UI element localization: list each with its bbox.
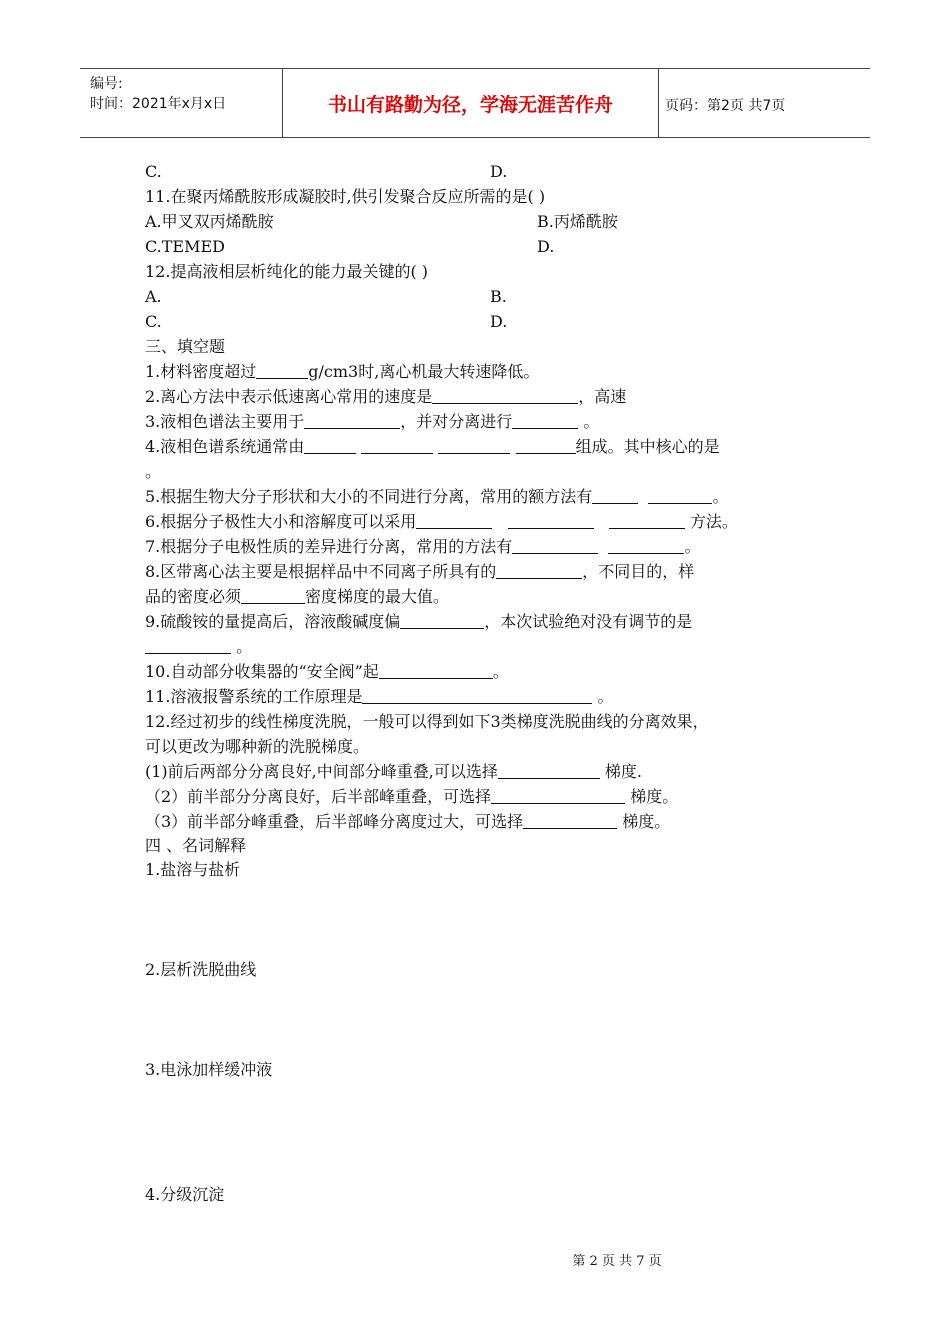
page-footer — [0, 1250, 950, 1269]
blank[interactable] — [379, 662, 493, 679]
fill-8: 8.区带离心法主要是根据样品中不同离子所具有的 ，不同目的，样 — [145, 562, 695, 581]
code-label: 编号: — [90, 76, 123, 92]
fill-2: 2.离心方法中表示低速离心常用的速度是 ，高速 — [145, 387, 627, 406]
blank[interactable] — [496, 562, 582, 579]
term-1: 1.盐溶与盐析 — [145, 860, 241, 879]
time-label: 时间：2021年x月x日 — [90, 96, 227, 112]
blank[interactable] — [508, 512, 594, 529]
question-11: 11.在聚丙烯酰胺形成凝胶时,供引发聚合反应所需的是( ) — [145, 187, 546, 206]
blank[interactable] — [304, 437, 356, 454]
fill-12-1: (1)前后两部分分离良好,中间部分峰重叠,可以选择 梯度. — [145, 762, 643, 781]
fill-10: 10.自动部分收集器的“安全阀”起 。 — [145, 662, 509, 681]
option-line: A. B. — [145, 287, 507, 306]
fill-3: 3.液相色谱法主要用于 ，并对分离进行 。 — [145, 412, 600, 431]
blank[interactable] — [304, 412, 400, 429]
page-header — [80, 68, 870, 138]
header-motto: 书山有路勤为径，学海无涯苦作舟 — [283, 69, 659, 137]
fill-11: 11.溶液报警系统的工作原理是 。 — [145, 687, 614, 706]
section-title-4: 四 、名词解释 — [145, 836, 247, 855]
question-12: 12.提高液相层析纯化的能力最关键的( ) — [145, 262, 429, 281]
fill-1: 1.材料密度超过 g/cm3时,离心机最大转速降低。 — [145, 362, 540, 381]
term-3: 3.电泳加样缓冲液 — [145, 1060, 273, 1079]
blank[interactable] — [145, 637, 231, 654]
fill-12-2: （2）前半部分分离良好，后半部峰重叠，可选择 梯度。 — [145, 787, 679, 806]
blank[interactable] — [648, 487, 712, 504]
blank[interactable] — [608, 537, 684, 554]
option-line: C.TEMED D. — [145, 237, 555, 256]
blank[interactable] — [416, 512, 492, 529]
header-meta — [80, 69, 283, 137]
blank[interactable] — [438, 437, 510, 454]
term-2: 2.层析洗脱曲线 — [145, 960, 257, 979]
blank[interactable] — [498, 762, 600, 779]
blank[interactable] — [432, 387, 578, 404]
option-line: C. D. — [145, 162, 508, 181]
term-4: 4.分级沉淀 — [145, 1185, 225, 1204]
option-line: A.甲叉双丙烯酰胺 B.丙烯酰胺 — [145, 212, 618, 231]
fill-9: 9.硫酸铵的量提高后，溶液酸碱度偏 ，本次试验绝对没有调节的是 — [145, 612, 693, 631]
blank[interactable] — [362, 687, 592, 704]
fill-4-cont: 。 — [145, 462, 162, 481]
blank[interactable] — [256, 362, 308, 379]
fill-8-cont: 品的密度必须 密度梯度的最大值。 — [145, 587, 450, 606]
option-line: C. D. — [145, 312, 508, 331]
fill-12-3: （3）前半部分峰重叠，后半部峰分离度过大，可选择 梯度。 — [145, 812, 671, 831]
blank[interactable] — [609, 512, 685, 529]
fill-5: 5.根据生物大分子形状和大小的不同进行分离，常用的额方法有 。 — [145, 487, 729, 506]
fill-4: 4.液相色谱系统通常由 组成。其中核心的是 — [145, 437, 720, 456]
footer-page-number: 第 2 页 共 7 页 — [572, 1254, 662, 1269]
fill-12-cont: 可以更改为哪种新的洗脱梯度。 — [145, 737, 370, 756]
blank[interactable] — [523, 812, 617, 829]
fill-6: 6.根据分子极性大小和溶解度可以采用 方法。 — [145, 512, 738, 531]
blank[interactable] — [512, 537, 598, 554]
blank[interactable] — [491, 787, 625, 804]
section-title-3: 三、填空题 — [145, 337, 226, 356]
fill-7: 7.根据分子电极性质的差异进行分离，常用的方法有 。 — [145, 537, 701, 556]
blank[interactable] — [512, 412, 578, 429]
header-page-info: 页码：第2页 共7页 — [665, 98, 786, 114]
blank[interactable] — [241, 587, 305, 604]
blank[interactable] — [592, 487, 638, 504]
blank[interactable] — [361, 437, 433, 454]
fill-12: 12.经过初步的线性梯度洗脱，一般可以得到如下3类梯度洗脱曲线的分离效果， — [145, 712, 709, 731]
blank[interactable] — [516, 437, 576, 454]
fill-9-cont: 。 — [145, 637, 252, 657]
blank[interactable] — [400, 612, 484, 629]
